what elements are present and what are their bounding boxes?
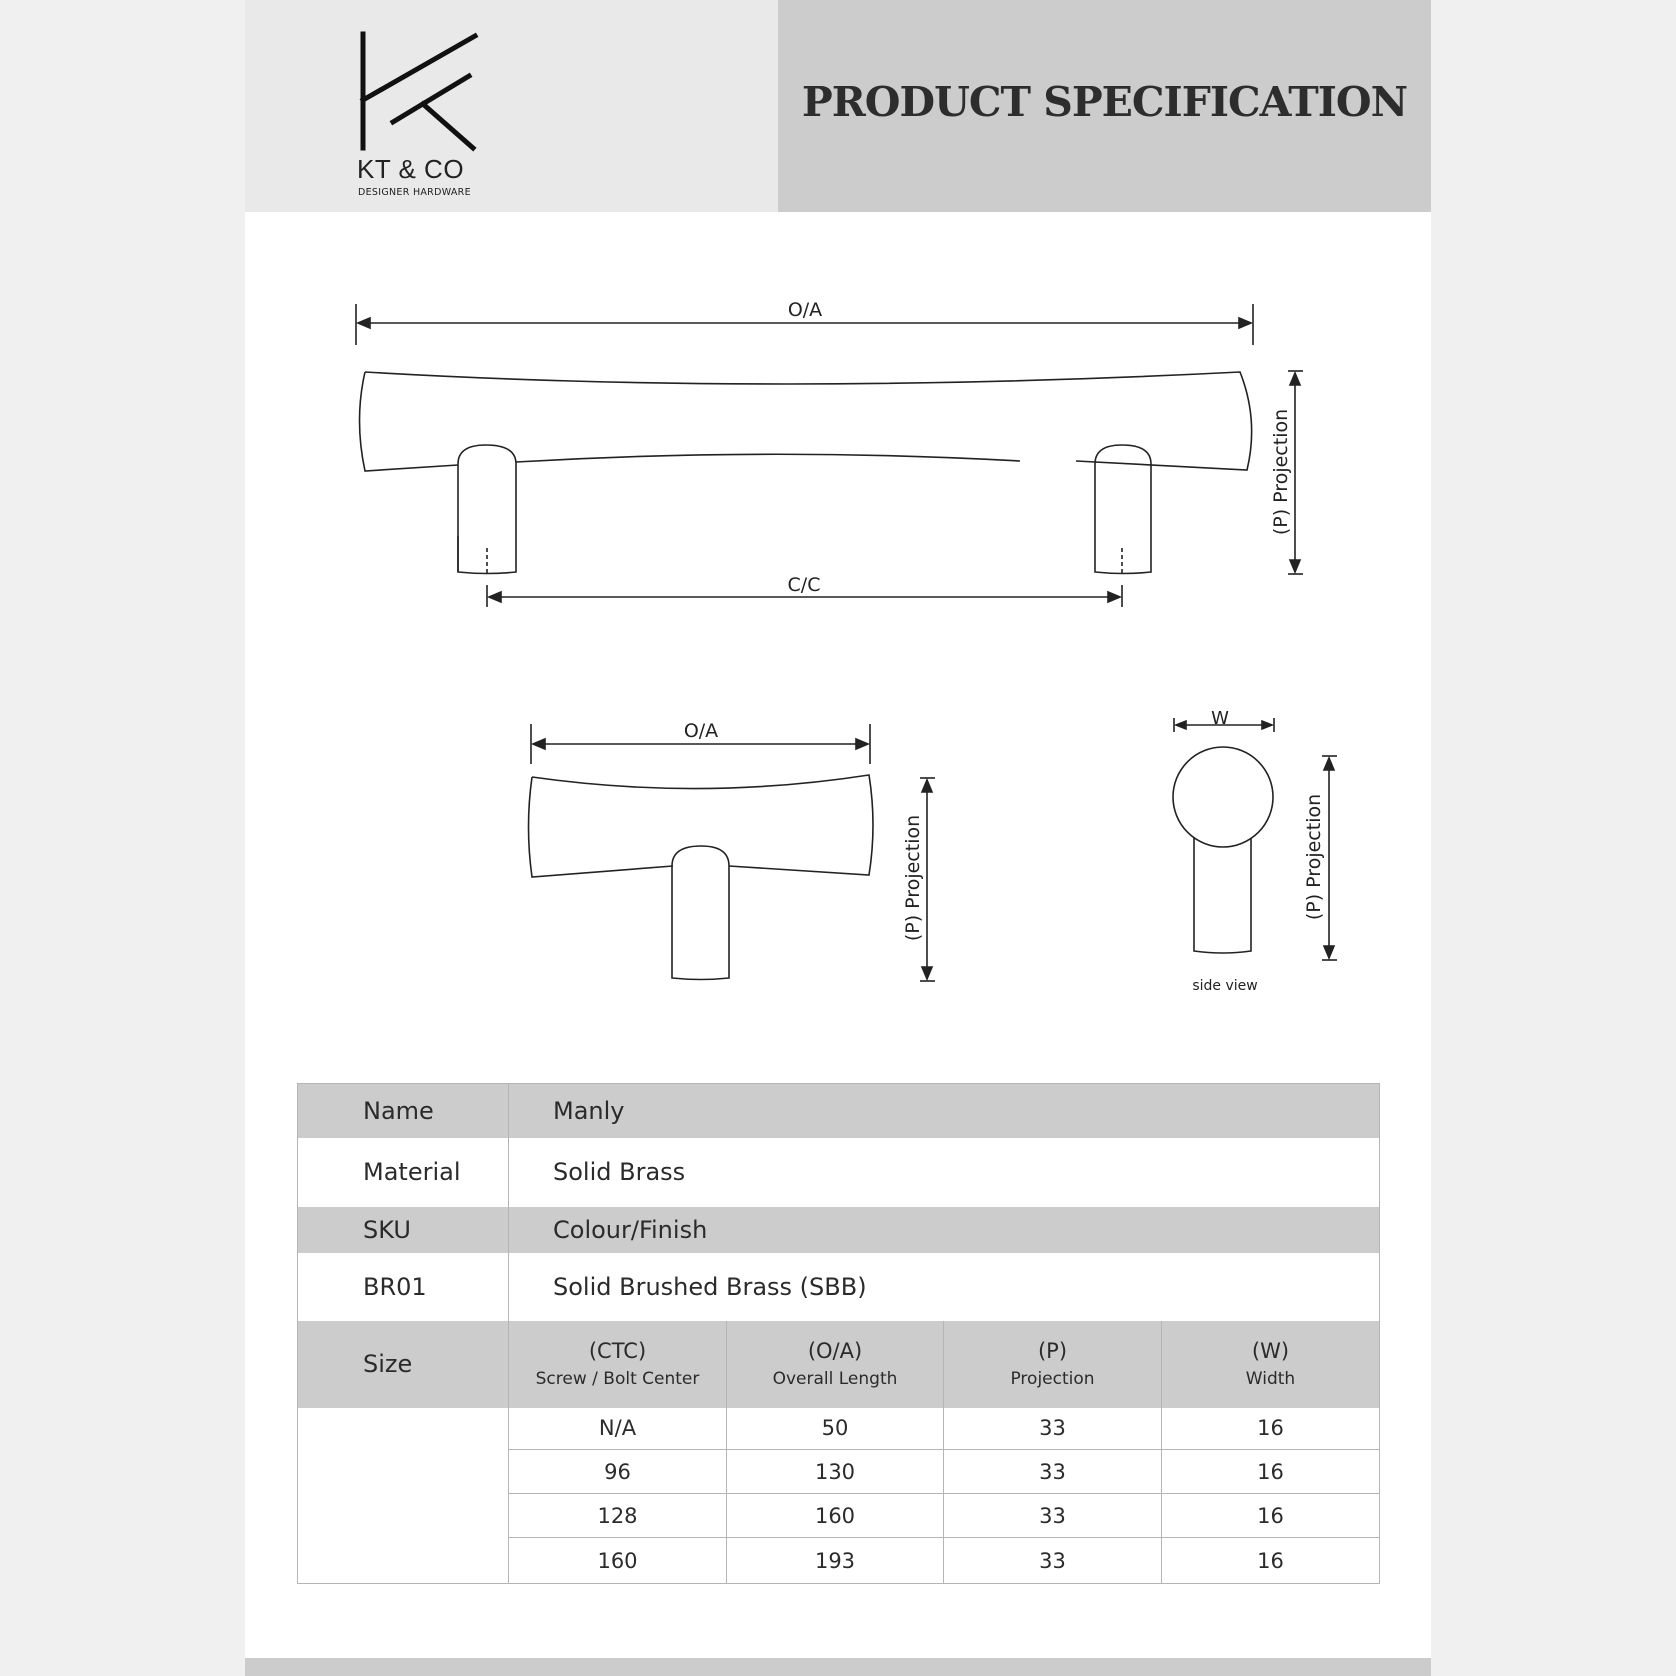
size-col-ctc bbox=[509, 1321, 727, 1408]
knob-projection-label: (P) Projection bbox=[902, 814, 924, 942]
size-cell: N/A bbox=[598, 1416, 637, 1441]
front-oa-label: O/A bbox=[787, 299, 823, 321]
size-col-p bbox=[944, 1321, 1162, 1408]
size-cell: 160 bbox=[727, 1494, 944, 1538]
side-view bbox=[1173, 747, 1273, 953]
spec-sheet bbox=[245, 0, 1431, 1676]
size-cell: 16 bbox=[1162, 1494, 1380, 1538]
spec-table bbox=[297, 1083, 1380, 1584]
size-cell: 128 bbox=[509, 1494, 727, 1538]
size-header-row bbox=[298, 1321, 1380, 1408]
side-projection-label: (P) Projection bbox=[1303, 793, 1325, 921]
size-cell: 96 bbox=[509, 1450, 727, 1494]
spec-row-material bbox=[298, 1138, 1380, 1207]
size-cell: 130 bbox=[727, 1450, 944, 1494]
size-cell: 50 bbox=[727, 1408, 944, 1450]
spec-value: Manly bbox=[509, 1084, 1380, 1138]
side-width-label: W bbox=[1211, 708, 1229, 729]
spec-label: Name bbox=[298, 1084, 509, 1138]
spec-row-name bbox=[298, 1084, 1380, 1138]
spec-value: Colour/Finish bbox=[509, 1207, 1380, 1253]
knob-oa-label: O/A bbox=[683, 720, 719, 742]
brand-name: KT & CO bbox=[357, 154, 465, 184]
technical-drawing bbox=[245, 0, 1431, 1040]
spec-value: Solid Brass bbox=[553, 1158, 686, 1186]
page-title: PRODUCT SPECIFICATION bbox=[801, 78, 1408, 126]
size-col-desc: Screw / Bolt Center bbox=[535, 1369, 700, 1389]
size-col-code: (CTC) bbox=[588, 1339, 647, 1363]
size-row-spacer bbox=[298, 1408, 509, 1584]
size-col-code: (O/A) bbox=[807, 1339, 863, 1363]
knob-view bbox=[529, 775, 874, 980]
size-col-desc: Width bbox=[1245, 1369, 1296, 1389]
side-view-caption: side view bbox=[1192, 978, 1258, 994]
front-cc-label: C/C bbox=[787, 574, 821, 596]
size-label: Size bbox=[298, 1321, 509, 1408]
size-col-desc: Overall Length bbox=[772, 1369, 898, 1389]
size-col-desc: Projection bbox=[1010, 1369, 1095, 1389]
size-cell: 33 bbox=[944, 1494, 1162, 1538]
size-cell: 33 bbox=[944, 1538, 1162, 1584]
size-col-w bbox=[1162, 1321, 1380, 1408]
spec-row-sku bbox=[298, 1207, 1380, 1253]
size-cell: 160 bbox=[509, 1538, 727, 1584]
spec-label: Material bbox=[298, 1138, 509, 1207]
size-cell: 16 bbox=[1162, 1408, 1380, 1450]
spec-value: Solid Brushed Brass (SBB) bbox=[553, 1272, 867, 1301]
front-projection-label: (P) Projection bbox=[1270, 408, 1292, 536]
size-cell: 16 bbox=[1162, 1450, 1380, 1494]
spec-row-finish bbox=[298, 1253, 1380, 1321]
size-cell: 33 bbox=[944, 1450, 1162, 1494]
spec-label: BR01 bbox=[298, 1253, 509, 1321]
size-cell: 16 bbox=[1162, 1538, 1380, 1584]
spec-label: SKU bbox=[298, 1207, 509, 1253]
size-col-code: (P) bbox=[1037, 1339, 1068, 1363]
size-row bbox=[298, 1408, 1380, 1450]
size-cell: 193 bbox=[727, 1538, 944, 1584]
brand-tagline: DESIGNER HARDWARE bbox=[358, 187, 471, 198]
size-cell: 33 bbox=[944, 1408, 1162, 1450]
size-col-oa bbox=[727, 1321, 944, 1408]
size-col-code: (W) bbox=[1251, 1339, 1290, 1363]
footer-band bbox=[245, 1658, 1431, 1676]
front-view-handle bbox=[360, 372, 1252, 576]
